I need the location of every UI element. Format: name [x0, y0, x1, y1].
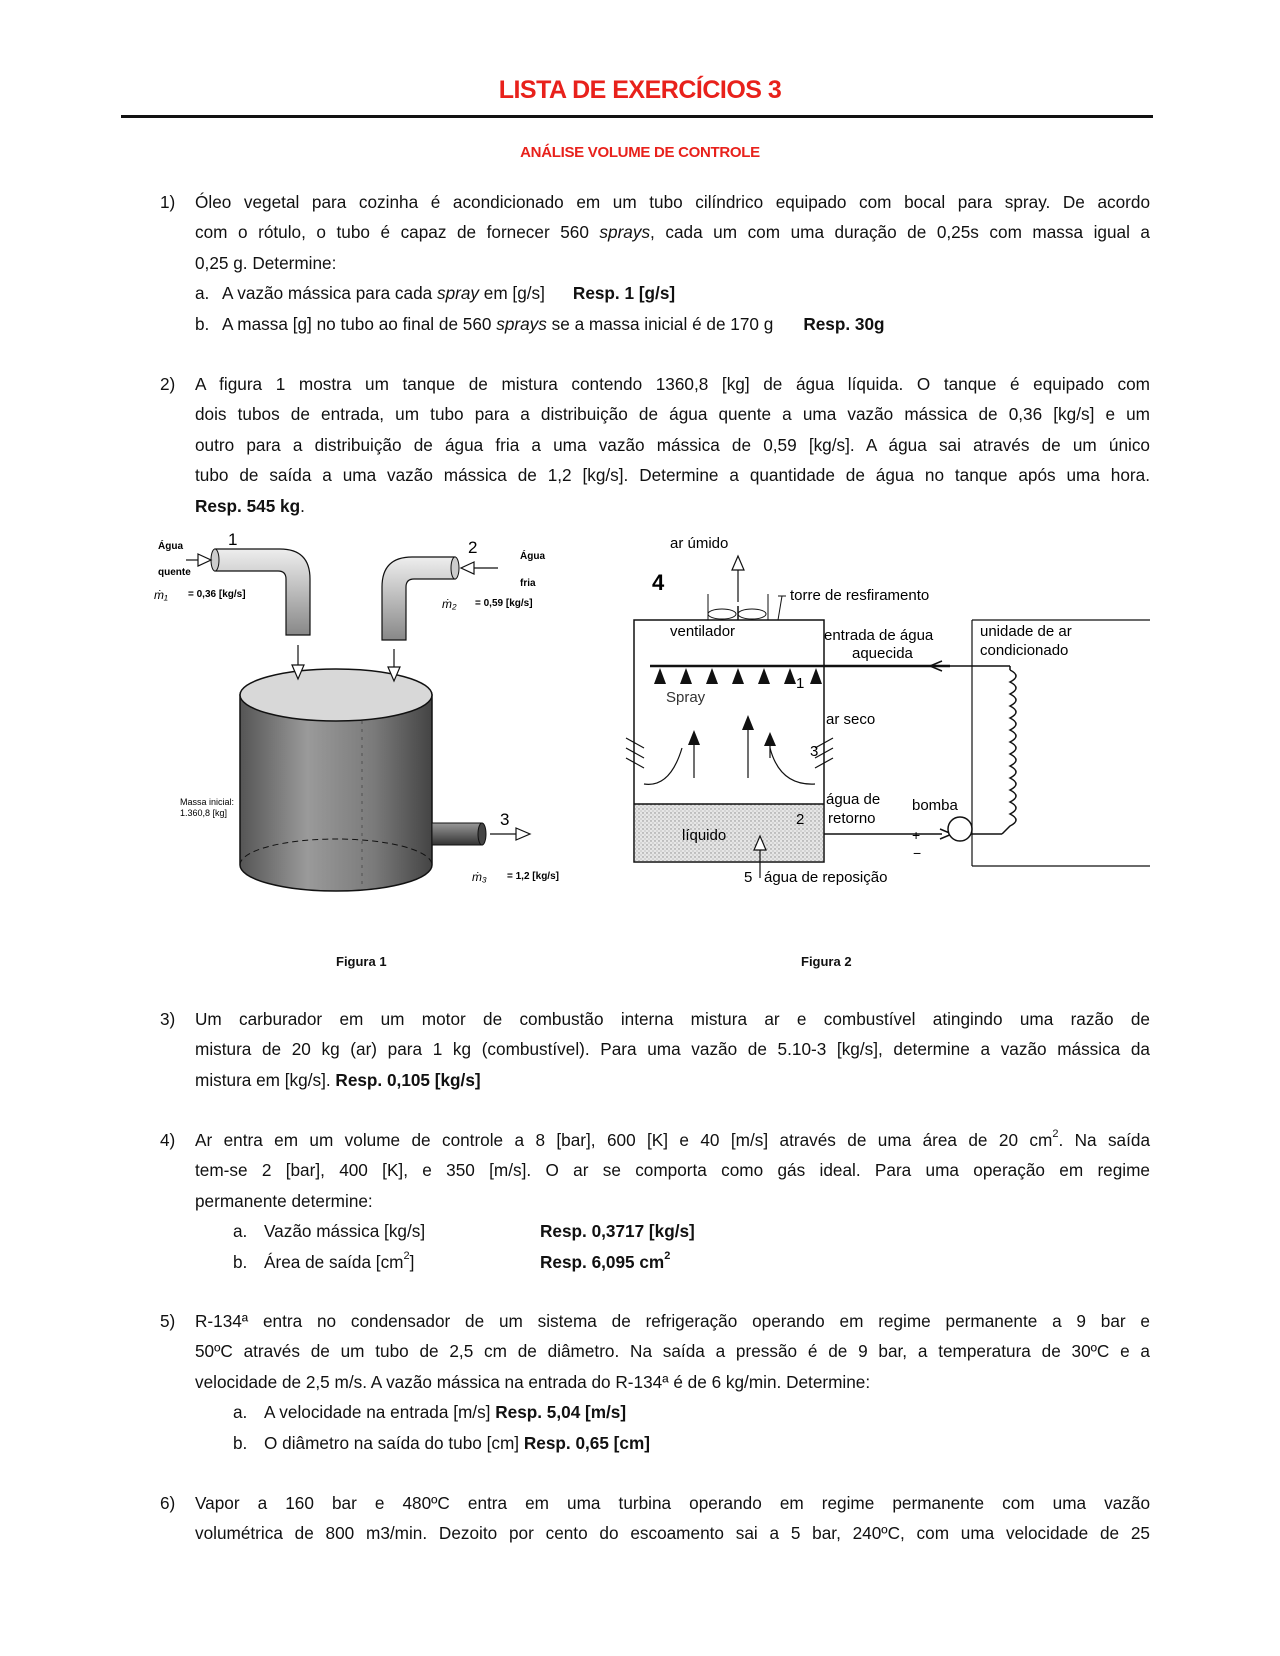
answer: Resp. 5,04 [m/s]: [495, 1402, 627, 1423]
question-text-line: velocidade de 2,5 m/s. A vazão mássica na entrada do R-134ª é de 6 kg/min. Determine:: [195, 1371, 871, 1392]
label-ac-unit: unidade de ar: [980, 623, 1072, 640]
answer: Resp. 30g: [803, 313, 885, 334]
svg-text:retorno: retorno: [828, 810, 876, 827]
question-text-line: Óleo vegetal para cozinha é acondicionado em um tubo cilíndrico equipado com bocal para spray. De acordo: [195, 192, 1150, 212]
question-text-line: R-134ª entra no condensador de um sistema de refrigeração operando em regime permanente a 9 bar e: [195, 1311, 1150, 1331]
pump-icon: [948, 817, 972, 841]
question-text-line: dois tubos de entrada, um tubo para a distribuição de água quente a uma vazão mássica de 0,36 [kg/s] e um: [195, 404, 1150, 425]
svg-text:1: 1: [796, 675, 805, 692]
initial-mass-label: Massa inicial:: [180, 797, 235, 807]
question-text-line: 0,25 g. Determine:: [195, 252, 337, 273]
arrow-icon: [732, 556, 744, 570]
question-text-line: volumétrica de 800 m3/min. Dezoito por cento do escoamento sai a 5 bar, 240ºC, com uma velocidade de 25: [195, 1523, 1150, 1544]
subquestion-b: b. Área de saída $[cm^2]$ Resp. 6,095 $cm^2$: [233, 1249, 671, 1272]
svg-text:+: +: [912, 827, 921, 843]
figure-2-cooling-tower: [630, 535, 1150, 938]
subquestion-a: a. A vazão mássica para cada spray em [g/s] Resp. 1 [g/s]: [195, 283, 676, 304]
svg-text:ṁ₁: ṁ₁: [154, 588, 168, 602]
question-text-line: Vapor a 160 bar e 480ºC entra em uma turbina operando em regime permanente com uma vazão: [195, 1493, 1150, 1513]
tank-body: [240, 695, 432, 891]
question-1: [160, 187, 1150, 339]
mass-flow-2: = 0,59 [kg/s]: [475, 598, 533, 609]
question-2: [160, 369, 1150, 521]
answer: Resp. 545 kg: [195, 495, 301, 516]
tank-top: [240, 669, 432, 721]
svg-text:2: 2: [796, 811, 805, 828]
mass-flow-1: = 0,36 [kg/s]: [188, 589, 246, 600]
arrow-icon: [516, 828, 530, 840]
subquestion-a: a. A velocidade na entrada [m/s] Resp. 5,04 [m/s]: [233, 1402, 627, 1423]
arrow-icon: [461, 562, 474, 574]
page-title: LISTA DE EXERCÍCIOS 3: [498, 76, 782, 104]
answer: Resp. 6,095 $cm^2$: [540, 1249, 671, 1272]
question-text-line: com o rótulo, o tubo é capaz de fornecer 560 sprays, cada um com uma duração de 0,25s com massa igual a: [195, 222, 1150, 243]
page-subtitle: ANÁLISE VOLUME DE CONTROLE: [520, 144, 760, 161]
svg-text:ṁ₃: ṁ₃: [472, 870, 487, 884]
question-3: [160, 1004, 1150, 1095]
outlet-label: 3: [500, 810, 510, 829]
svg-text:3: 3: [810, 743, 819, 760]
label-pump: bomba: [912, 797, 958, 814]
question-text-line: mistura em [kg/s]. Resp. 0,105 [kg/s]: [195, 1069, 481, 1090]
label-fan: ventilador: [670, 623, 736, 640]
question-text-line: Resp. 545 kg.: [195, 495, 305, 516]
question-text-line: A figura 1 mostra um tanque de mistura contendo 1360,8 [kg] de água líquida. O tanque é equipado com: [195, 374, 1150, 394]
liquid-basin: [635, 804, 823, 861]
question-number: 6): [160, 1493, 176, 1513]
question-text-line: Um carburador em um motor de combustão interna mistura ar e combustível atingindo uma razão de: [195, 1009, 1150, 1029]
coil-icon: [1002, 670, 1016, 834]
question-text-line: tubo de saída a uma vazão mássica de 1,2 [kg/s]. Determine a quantidade de água no tanque após uma hora.: [195, 465, 1150, 486]
label-humid-air: ar úmido: [670, 535, 729, 552]
svg-text:aquecida: aquecida: [852, 645, 913, 662]
label-return-water: água de: [826, 791, 881, 808]
label-dry-air: ar seco: [826, 711, 876, 728]
svg-text:5: 5: [744, 869, 753, 886]
subquestion-a: a. Vazão mássica [kg/s] Resp. 0,3717 [kg/s]: [233, 1221, 695, 1242]
figure-1-mixing-tank: [150, 530, 580, 945]
label-hot-water-inlet: entrada de água: [824, 627, 934, 644]
question-text-line: tem-se 2 [bar], 400 [K], e 350 [m/s]. O ar se comporta como gás ideal. Para uma operação em regime: [195, 1160, 1150, 1181]
title-divider: [121, 115, 1153, 118]
svg-text:1.360,8 [kg]: 1.360,8 [kg]: [180, 808, 228, 818]
question-text-line: Ar entra em um volume de controle a 8 [bar], 600 [K] e 40 [m/s] através de uma área de 20 $cm^2$. Na saída: [195, 1128, 1151, 1150]
answer: Resp. 0,105 [kg/s]: [335, 1069, 481, 1090]
question-number: 1): [160, 192, 176, 212]
fan-icon: [708, 609, 736, 619]
svg-text:Água: Água: [520, 551, 545, 562]
arrow-icon: [198, 554, 211, 566]
figure-2-caption: Figura 2: [801, 954, 852, 969]
question-text-line: 50ºC através de um tubo de 2,5 cm de diâmetro. Na saída a pressão é de 9 bar, a temperatura de 30ºC e a: [195, 1341, 1150, 1362]
answer: Resp. 0,3717 [kg/s]: [540, 1221, 695, 1242]
svg-text:condicionado: condicionado: [980, 642, 1069, 659]
svg-text:4: 4: [652, 570, 665, 595]
label-liquid: líquido: [682, 827, 727, 844]
question-number: 3): [160, 1009, 176, 1029]
outlet-pipe: [432, 823, 482, 845]
svg-text:Água: Água: [158, 541, 183, 552]
svg-text:ṁ₂: ṁ₂: [442, 597, 457, 611]
inlet-1-label: 1: [228, 530, 238, 549]
figure-1-caption: Figura 1: [336, 954, 387, 969]
svg-text:fria: fria: [520, 578, 536, 589]
subquestion-b: b. A massa [g] no tubo ao final de 560 sprays se a massa inicial é de 170 g Resp. 30g: [195, 313, 885, 334]
mass-flow-3: = 1,2 [kg/s]: [507, 871, 559, 882]
label-makeup-water: água de reposição: [764, 869, 888, 886]
label-spray: Spray: [666, 689, 706, 706]
question-number: 4): [160, 1130, 176, 1150]
question-number: 5): [160, 1311, 176, 1331]
answer: Resp. 1 [g/s]: [572, 283, 676, 304]
question-number: 2): [160, 374, 176, 394]
question-5: [160, 1306, 1150, 1458]
svg-text:quente: quente: [158, 567, 191, 578]
subquestion-b: b. O diâmetro na saída do tubo [cm] Resp. 0,65 [cm]: [233, 1432, 650, 1453]
question-text-line: mistura de 20 kg (ar) para 1 kg (combustível). Para uma vazão de 5.10-3 [kg/s], determine a vazão mássica da: [195, 1039, 1150, 1060]
question-6: [160, 1488, 1150, 1549]
label-cooling-tower: torre de resfiramento: [790, 587, 930, 604]
answer: Resp. 0,65 [cm]: [523, 1432, 650, 1453]
inlet-2-label: 2: [468, 538, 478, 557]
question-text-line: permanente determine:: [195, 1190, 373, 1211]
svg-text:−: −: [913, 845, 922, 861]
question-4: [160, 1125, 1150, 1277]
question-text-line: outro para a distribuição de água fria a uma vazão mássica de 0,59 [kg/s]. A água sai através de um único: [195, 434, 1150, 455]
